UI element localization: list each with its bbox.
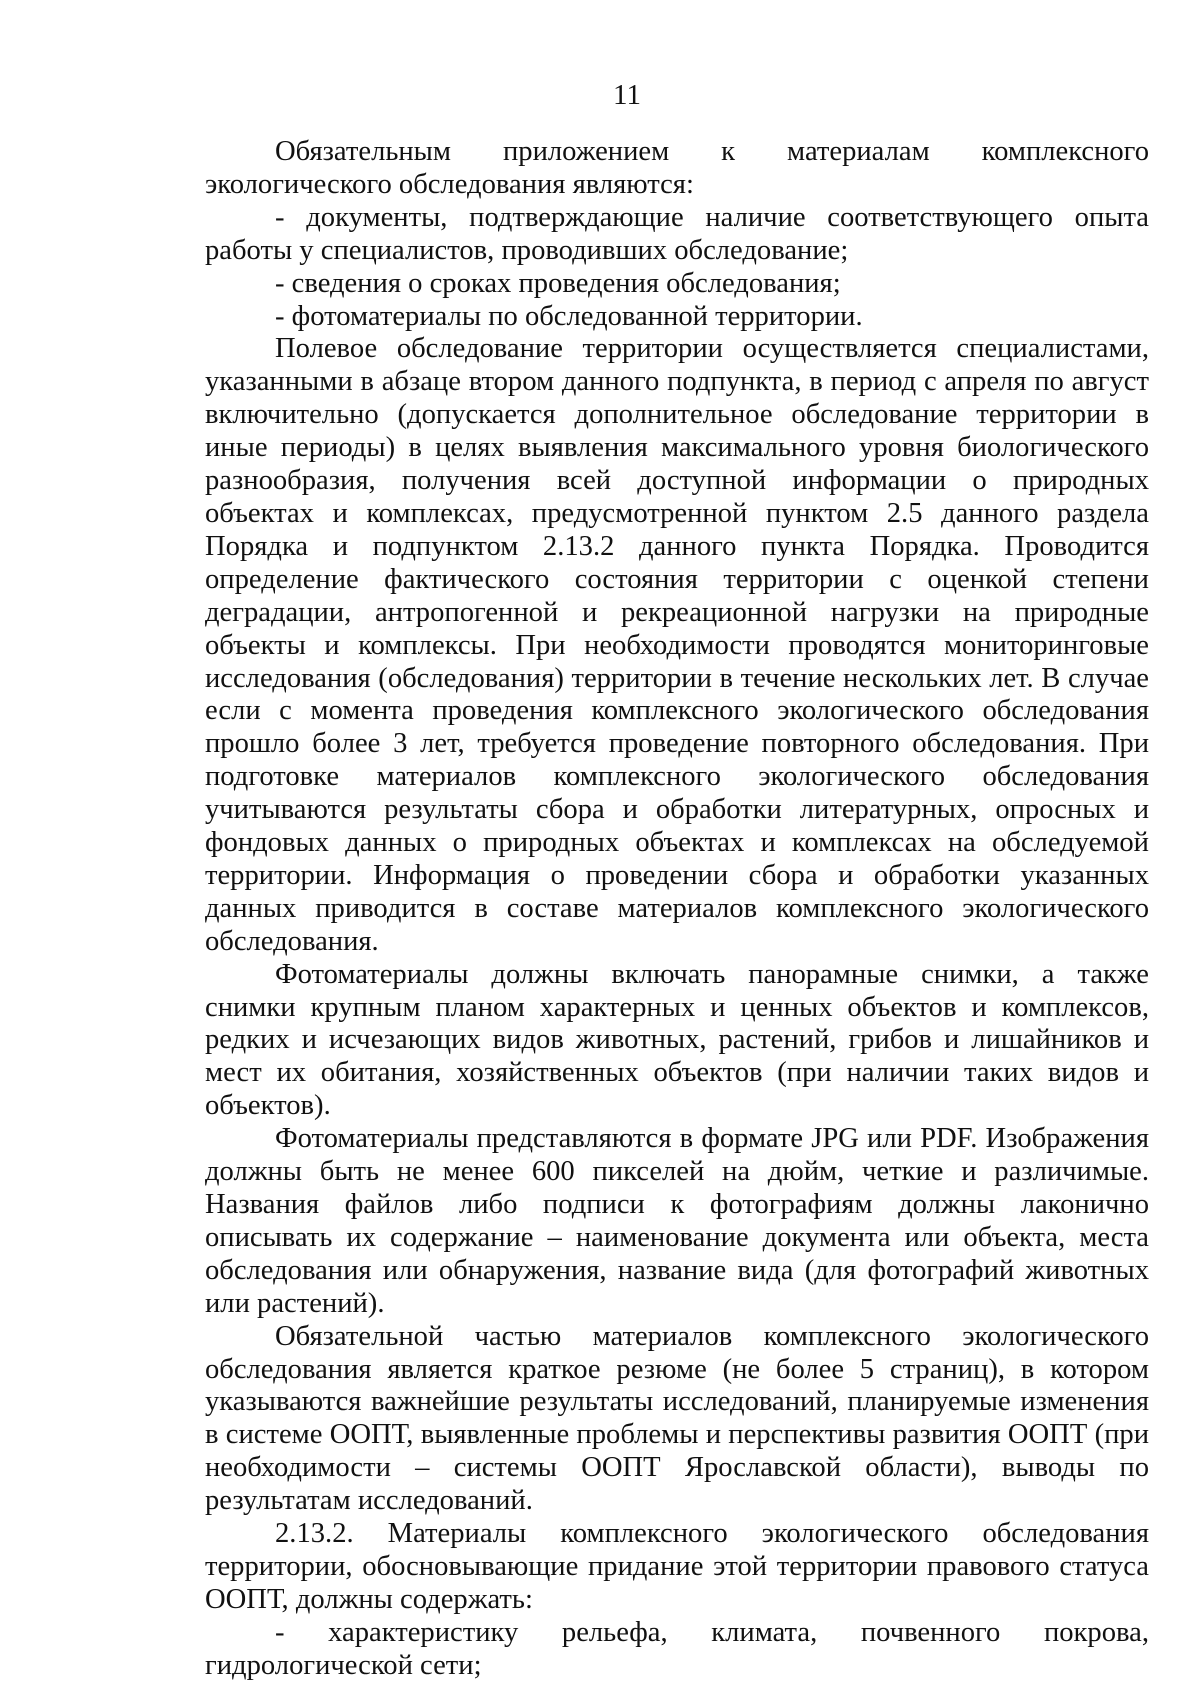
document-body (205, 136, 1149, 1683)
list-item-photos: - фотоматериалы по обследованной территории. (275, 300, 863, 332)
paragraph-photo-format: Фотоматериалы представляются в формате JPG или PDF. Изображения должны быть не менее 600 пикселей на дюйм, четкие и различимые. Названия файлов либо подписи к фотографиям должны лаконично описывать их содержание – наименование документа или объекта, места обследования или обнаружения, название вида (для фотографий животных или растений). (205, 1123, 1149, 1319)
paragraph-section-2-13-2: 2.13.2. Материалы комплексного экологического обследования территории, обосновывающие придание этой территории правового статуса ООПТ, должны содержать: (205, 1518, 1149, 1615)
list-item-relief: - характеристику рельефа, климата, почвенного покрова, гидрологической сети; (205, 1616, 1149, 1681)
paragraph-field-survey: Полевое обследование территории осуществляется специалистами, указанными в абзаце втором данного подпункта, в период с апреля по август включительно (допускается дополнительное обследование территории в иные периоды) в целях выявления максимального уровня биологического разнообразия, получения всей доступной информации о природных объектах и комплексах, предусмотренной пунктом 2.5 данного раздела Порядка и подпунктом 2.13.2 данного пункта Порядка. Проводится определение фактического состояния территории с оценкой степени деградации, антропогенной и рекреационной нагрузки на природные объекты и комплексы. При необходимости проводятся мониторинговые исследования (обследования) территории в течение нескольких лет. В случае если с момента проведения комплексного экологического обследования прошло более 3 лет, требуется проведение повторного обследования. При подготовке материалов комплексного экологического обследования учитываются результаты сбора и обработки литературных, опросных и фондовых данных о природных объектах и комплексах на обследуемой территории. Информация о проведении сбора и обработки указанных данных приводится в составе материалов комплексного экологического обследования. (205, 333, 1149, 957)
page-number: 11 (613, 79, 641, 111)
paragraph-summary: Обязательной частью материалов комплексного экологического обследования является краткое резюме (не более 5 страниц), в котором указываются важнейшие результаты исследований, планируемые изменения в системе ООПТ, выявленные проблемы и перспективы развития ООПТ (при необходимости – системы ООПТ Ярославской области), выводы по результатам исследований. (205, 1320, 1149, 1517)
list-item-documents: - документы, подтверждающие наличие соответствующего опыта работы у специалистов, проводивших обследование; (205, 201, 1149, 266)
list-item-dates: - сведения о сроках проведения обследования; (275, 267, 841, 299)
paragraph-appendix-intro: Обязательным приложением к материалам комплексного экологического обследования являются: (205, 136, 1149, 200)
paragraph-photo-content: Фотоматериалы должны включать панорамные снимки, а также снимки крупным планом характерных и ценных объектов и комплексов, редких и исчезающих видов животных, растений, грибов и лишайников и мест их обитания, хозяйственных объектов (при наличии таких видов и объектов). (205, 958, 1149, 1122)
